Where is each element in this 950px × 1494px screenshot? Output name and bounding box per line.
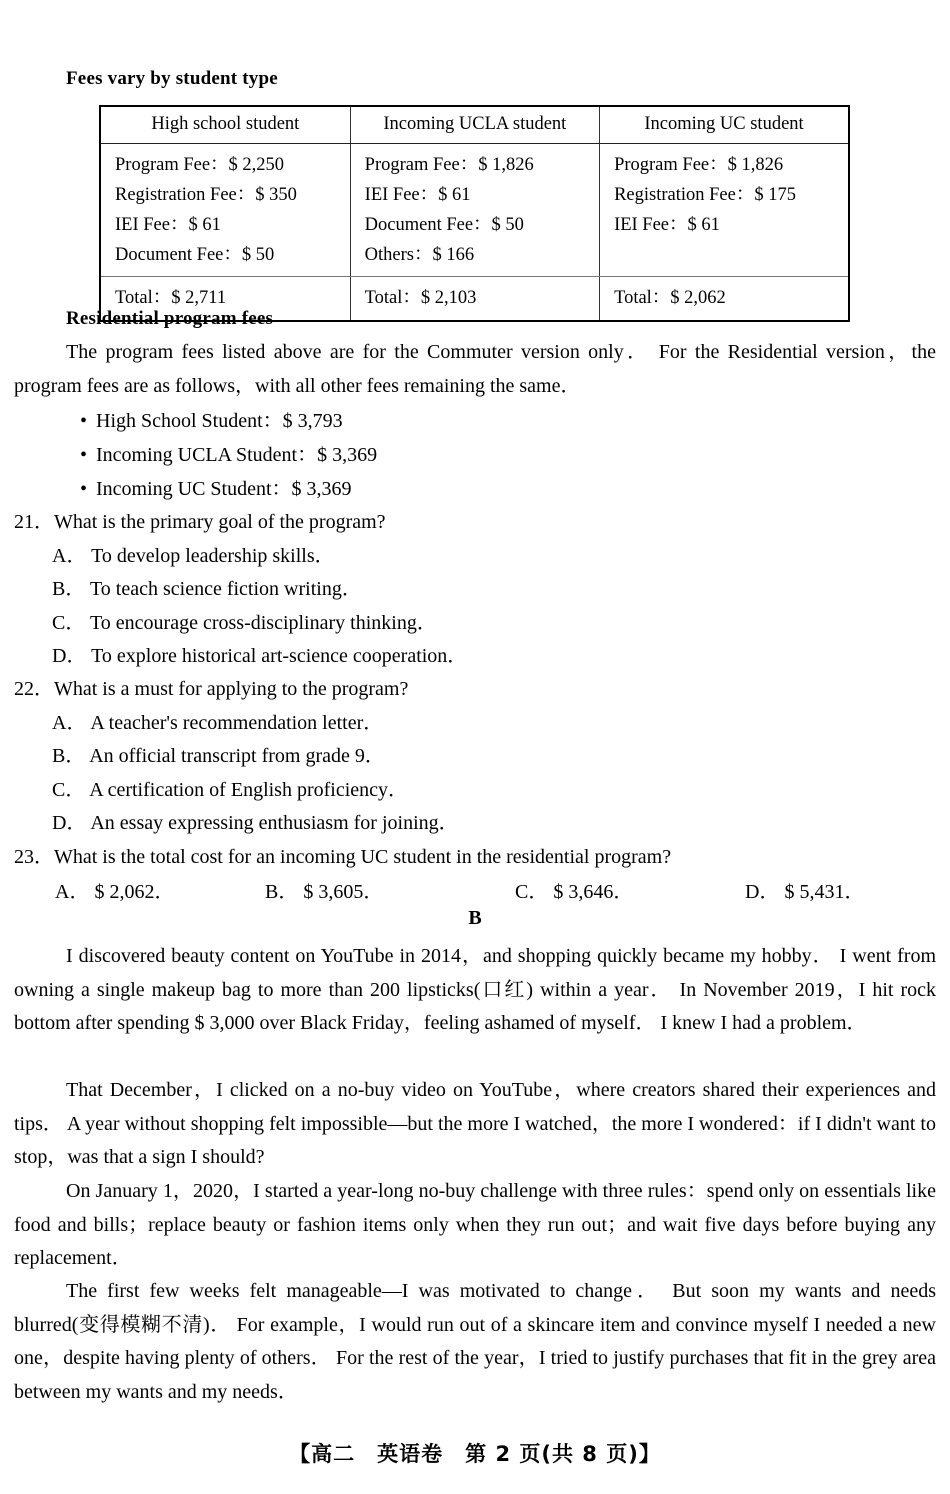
residential-section-heading: Residential program fees bbox=[66, 308, 274, 329]
question-option[interactable]: D． An essay expressing enthusiasm for joining． bbox=[52, 812, 459, 834]
question-option[interactable]: C． A certification of English proficiency． bbox=[52, 778, 409, 801]
bullet-dot-icon: • bbox=[80, 444, 88, 466]
fee-line: Others：$ 166 bbox=[364, 245, 475, 265]
table-header-cell: Incoming UC student bbox=[600, 106, 849, 144]
fees-table bbox=[99, 105, 850, 322]
bullet-dot-icon: • bbox=[80, 478, 88, 500]
fee-line: Registration Fee：$ 175 bbox=[614, 185, 796, 205]
passage-paragraph: On January 1，2020，I started a year-long no-buy challenge with three rules：spend only on essentials like food and bills；replace beauty or fashion items only when they run out；and wait five days before buying any replacement． bbox=[14, 1180, 936, 1269]
fee-line: Program Fee：$ 1,826 bbox=[364, 155, 534, 175]
question-21 bbox=[14, 506, 936, 674]
table-header-cell: High school student bbox=[100, 106, 350, 144]
bullet-dot-icon: • bbox=[80, 410, 88, 432]
table-cell-fees bbox=[600, 144, 849, 277]
question-text: What is the total cost for an incoming UC student in the residential program? bbox=[54, 846, 672, 868]
table-cell-fees bbox=[100, 144, 350, 277]
question-stem bbox=[14, 673, 936, 707]
table-header-row bbox=[100, 106, 849, 144]
fee-line: Document Fee：$ 50 bbox=[115, 245, 275, 265]
fee-line: Document Fee：$ 50 bbox=[364, 215, 524, 235]
list-item-label: Incoming UCLA Student：$ 3,369 bbox=[96, 444, 378, 466]
question-number: 22． bbox=[14, 678, 54, 700]
fee-line: IEI Fee：$ 61 bbox=[115, 215, 221, 235]
question-text: What is a must for applying to the program? bbox=[54, 678, 409, 700]
question-number: 21． bbox=[14, 511, 54, 533]
question-option[interactable]: B． An official transcript from grade 9． bbox=[52, 745, 385, 767]
passage-paragraph: I discovered beauty content on YouTube in 2014，and shopping quickly became my hobby． I went from owning a single makeup bag to more than 200 lipsticks(口红) within a year． In November 2019，I hit rock bottom after spending $ 3,000 over Black Friday，feeling ashamed of myself． I knew I had a problem． bbox=[14, 945, 936, 1034]
list-item-label: High School Student：$ 3,793 bbox=[96, 410, 343, 432]
question-text: What is the primary goal of the program? bbox=[54, 511, 386, 533]
residential-paragraph: The program fees listed above are for the Commuter version only． For the Residential version，the program fees are as follows，with all other fees remaining the same． bbox=[14, 341, 936, 397]
question-option[interactable]: D． $ 5,431． bbox=[745, 880, 865, 903]
passage-paragraph: That December，I clicked on a no-buy video on YouTube，where creators shared their experiences and tips． A year without shopping felt impossible—but the more I watched，the more I wondered：if I didn't want to stop，was that a sign I should? bbox=[14, 1079, 936, 1168]
question-23 bbox=[14, 841, 936, 909]
total-line: Total：$ 2,711 bbox=[115, 288, 227, 308]
fee-line: Program Fee：$ 1,826 bbox=[614, 155, 784, 175]
fees-section-heading: Fees vary by student type bbox=[66, 68, 278, 89]
fee-line: Registration Fee：$ 350 bbox=[115, 185, 297, 205]
question-options-inline bbox=[14, 875, 936, 909]
total-line: Total：$ 2,062 bbox=[614, 288, 726, 308]
table-cell-total bbox=[600, 277, 849, 322]
fee-line: IEI Fee：$ 61 bbox=[614, 215, 720, 235]
table-row bbox=[100, 144, 849, 277]
passage-paragraph: The first few weeks felt manageable—I was motivated to change． But soon my wants and needs blurred(变得模糊不清)． For example，I would run out of a skincare item and convince myself I needed a new one，despite having plenty of others． For the rest of the year，I tried to justify purchases that fit in the grey area between my wants and my needs． bbox=[14, 1280, 936, 1403]
question-stem bbox=[14, 841, 936, 875]
question-number: 23． bbox=[14, 846, 54, 868]
page-footer: 【高二 英语卷 第 2 页(共 8 页)】 bbox=[289, 1442, 661, 1466]
section-label-b: B bbox=[468, 907, 482, 929]
total-line: Total：$ 2,103 bbox=[364, 288, 477, 308]
question-option[interactable]: C． $ 3,646． bbox=[515, 880, 634, 903]
list-item bbox=[80, 438, 377, 472]
table-cell-total bbox=[350, 277, 599, 322]
fee-line: Program Fee：$ 2,250 bbox=[115, 155, 285, 175]
table-cell-fees bbox=[350, 144, 599, 277]
question-option[interactable]: B． To teach science fiction writing． bbox=[52, 578, 362, 600]
residential-fee-list bbox=[80, 404, 377, 506]
question-option[interactable]: D． To explore historical art-science cooperation． bbox=[52, 645, 468, 667]
question-option[interactable]: B． $ 3,605． bbox=[265, 880, 384, 903]
question-option[interactable]: A． A teacher's recommendation letter． bbox=[52, 711, 384, 734]
fee-line: IEI Fee：$ 61 bbox=[364, 185, 471, 205]
question-option[interactable]: A． $ 2,062． bbox=[55, 880, 175, 903]
question-option[interactable]: C． To encourage cross-disciplinary thinking． bbox=[52, 611, 437, 634]
question-option[interactable]: A． To develop leadership skills． bbox=[52, 544, 335, 567]
question-stem bbox=[14, 506, 936, 540]
list-item bbox=[80, 472, 377, 506]
list-item bbox=[80, 404, 377, 438]
question-22 bbox=[14, 673, 936, 841]
list-item-label: Incoming UC Student：$ 3,369 bbox=[96, 478, 352, 500]
table-header-cell: Incoming UCLA student bbox=[350, 106, 599, 144]
